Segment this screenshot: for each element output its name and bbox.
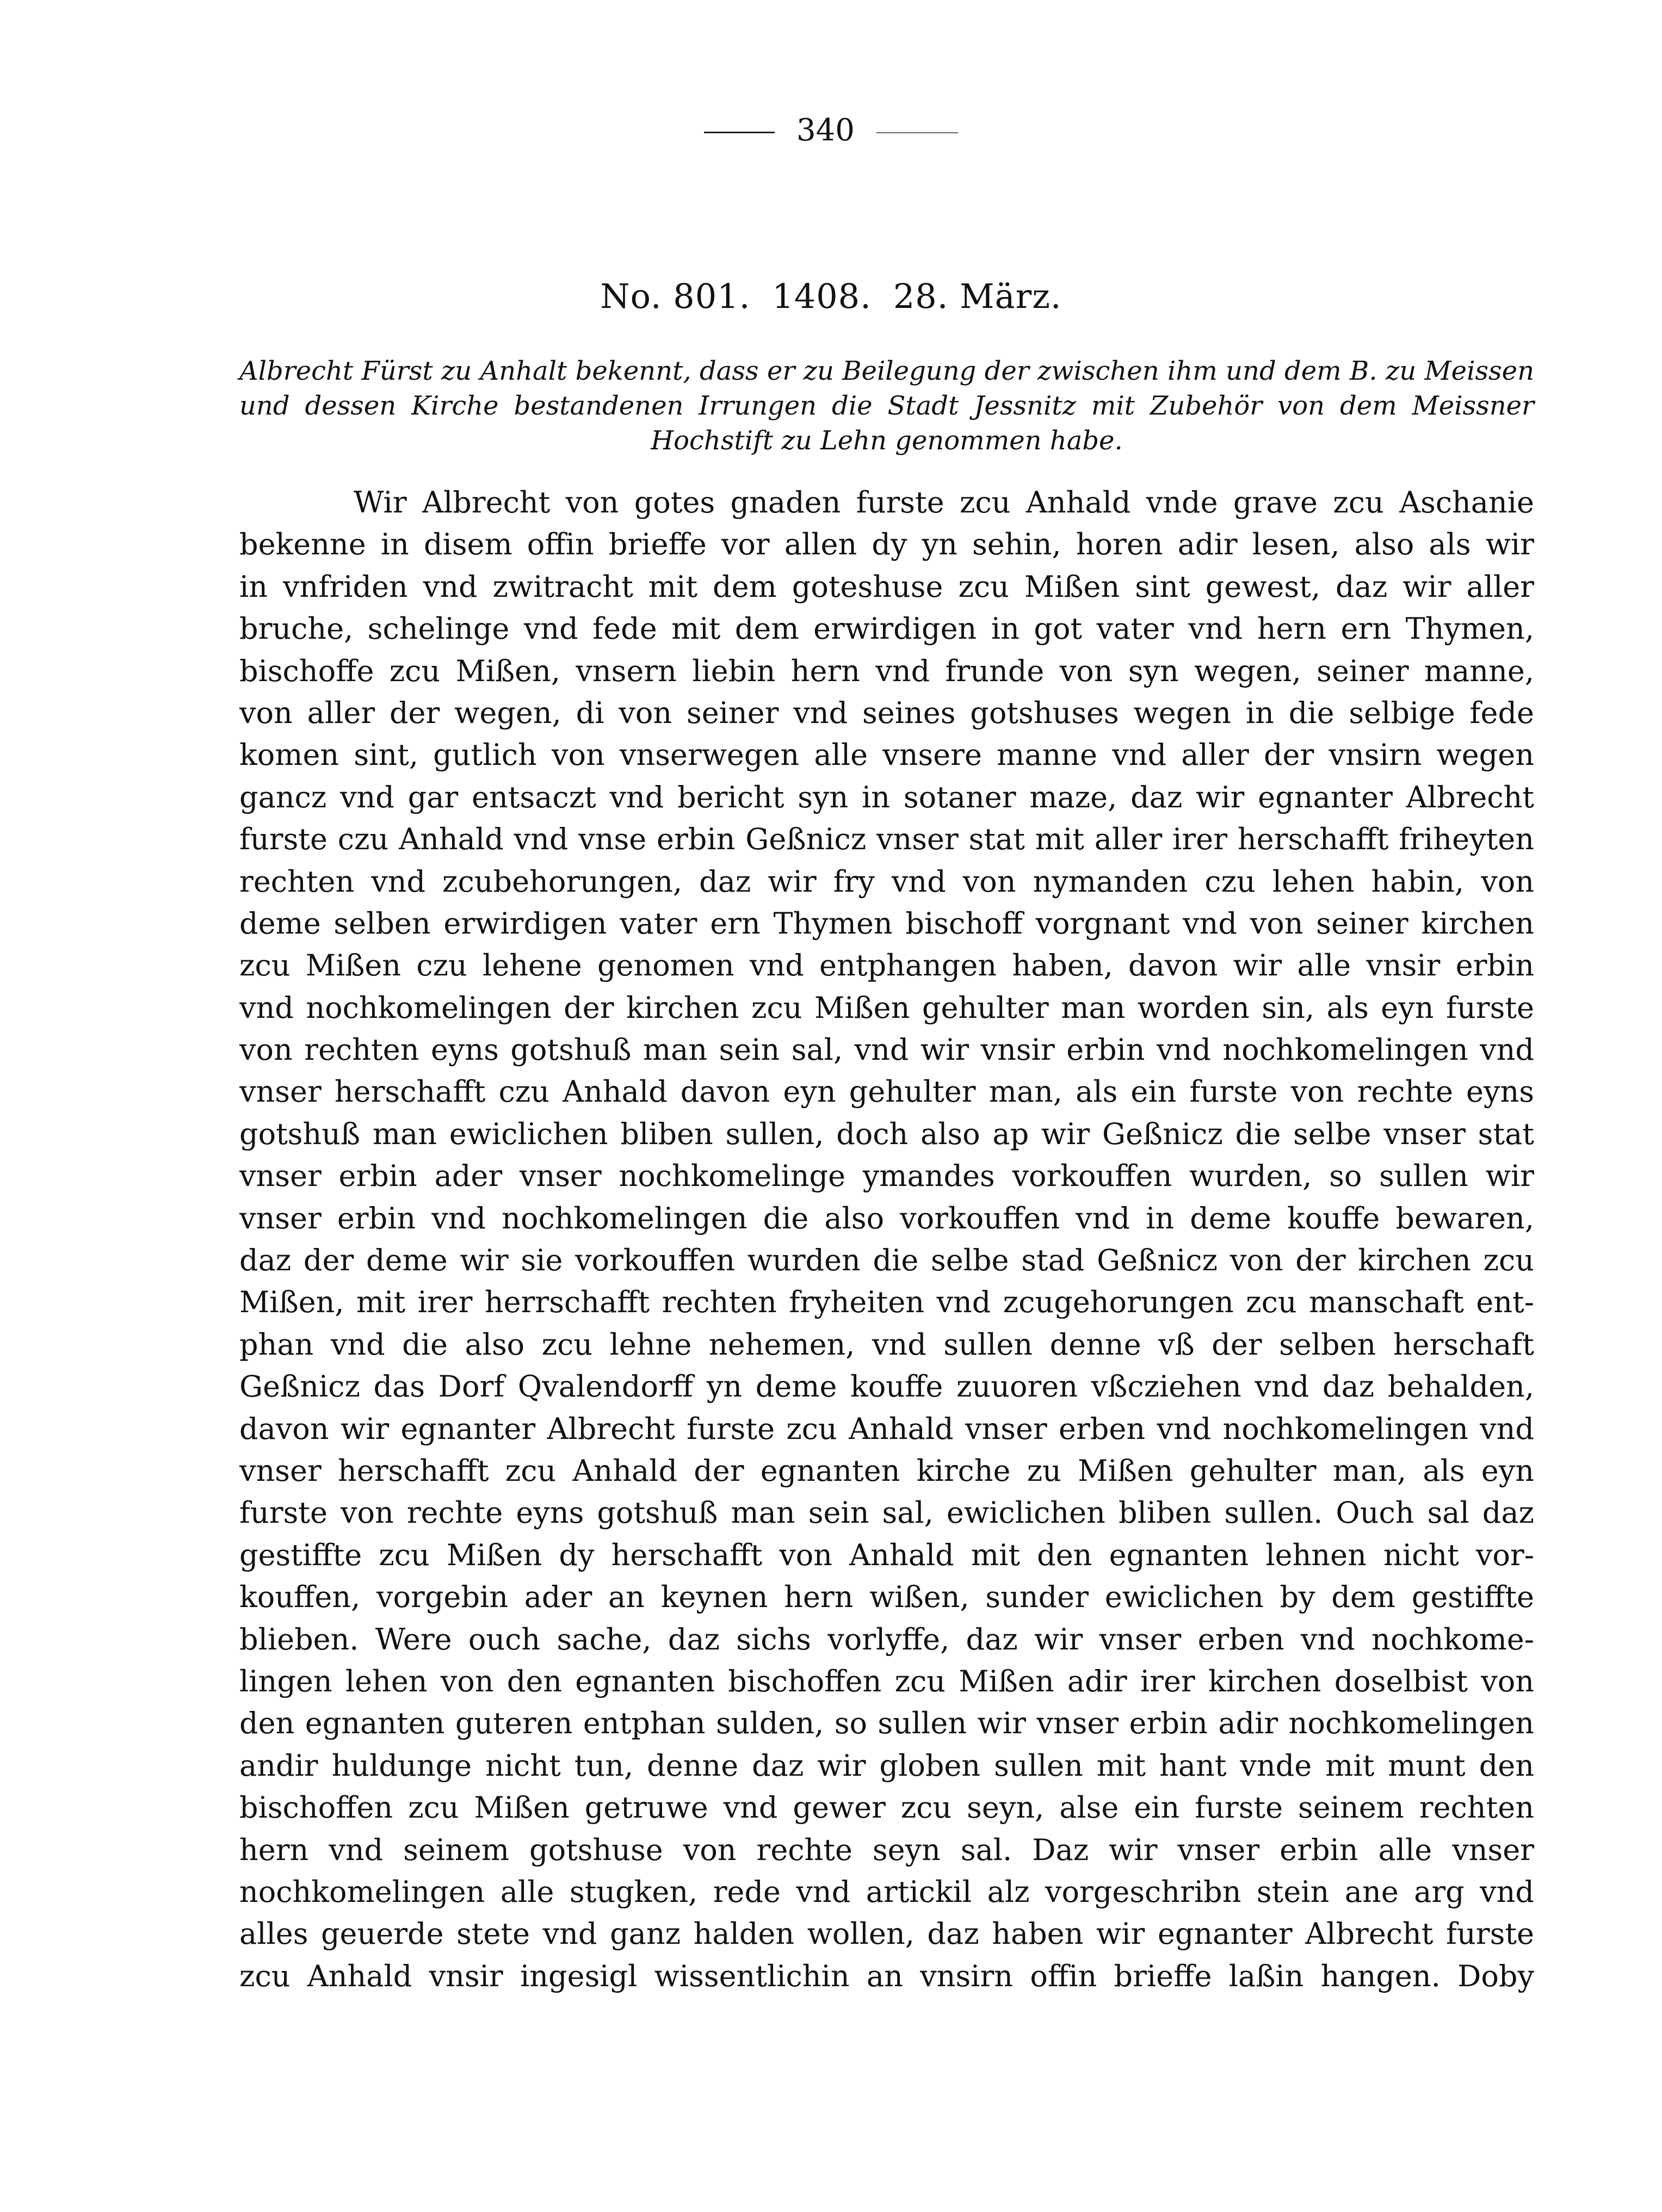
text-line: bekenne in disem offin brieffe vor allen dy yn sehin, horen adir lesen, also als wir: [239, 527, 1534, 562]
text-line: vnser herschafft czu Anhald davon eyn gehulter man, als ein furste von rechte eyns: [239, 1074, 1534, 1109]
header-rule-left: [704, 132, 775, 133]
text-line: daz der deme wir sie vorkouffen wurden die selbe stad Geßnicz von der kirchen zcu: [239, 1243, 1534, 1278]
text-line: bischoffen zcu Mißen getruwe vnd gewer zcu seyn, alse ein furste seinem rechten: [239, 1790, 1534, 1825]
text-line: alles geuerde stete vnd ganz halden wollen, daz haben wir egnanter Albrecht furste: [239, 1917, 1534, 1951]
text-line: lingen lehen von den egnanten bischoffen zcu Mißen adir irer kirchen doselbist von: [239, 1664, 1534, 1698]
page-number: 340: [796, 113, 855, 148]
text-line: vnd nochkomelingen der kirchen zcu Mißen gehulter man worden sin, als eyn furste: [239, 990, 1534, 1025]
text-line: vnser erbin vnd nochkomelingen die also vorkouffen vnd in deme kouffe bewaren,: [239, 1201, 1534, 1235]
text-line: Geßnicz das Dorf Qvalendorff yn deme kouffe zuuoren vßcziehen vnd daz behalden,: [239, 1369, 1534, 1404]
text-line: blieben. Were ouch sache, daz sichs vorlyffe, daz wir vnser erben vnd nochkome-: [239, 1622, 1534, 1657]
text-line: Mißen, mit irer herrschafft rechten fryheiten vnd zcugehorungen zcu manschaft ent-: [239, 1285, 1534, 1320]
text-line: nochkomelingen alle stugken, rede vnd artickil alz vorgeschribn stein ane arg vnd: [239, 1874, 1534, 1909]
charter-text: [239, 481, 1534, 1997]
text-line: gestiffte zcu Mißen dy herschafft von Anhald mit den egnanten lehnen nicht vor-: [239, 1537, 1534, 1572]
text-line: Wir Albrecht von gotes gnaden furste zcu Anhald vnde grave zcu Aschanie: [354, 485, 1534, 520]
text-line: furste czu Anhald vnd vnse erbin Geßnicz vnser stat mit aller irer herschafft friheyten: [239, 822, 1534, 857]
text-line: zcu Mißen czu lehene genomen vnd entphangen haben, davon wir alle vnsir erbin: [239, 948, 1534, 983]
document-heading: [0, 275, 1662, 318]
text-line: phan vnd die also zcu lehne nehemen, vnd sullen denne vß der selben herschaft: [239, 1327, 1534, 1362]
text-line: vnser erbin ader vnser nochkomelinge ymandes vorkouffen wurden, so sullen wir: [239, 1159, 1534, 1194]
text-line: hern vnd seinem gotshuse von rechte seyn sal. Daz wir vnser erbin alle vnser: [239, 1832, 1534, 1867]
text-line: von aller der wegen, di von seiner vnd seines gotshuses wegen in die selbige fede: [239, 695, 1534, 730]
text-line: kouffen, vorgebin ader an keynen hern wißen, sunder ewiclichen by dem gestiffte: [239, 1580, 1534, 1615]
text-line: zcu Anhald vnsir ingesigl wissentlichin an vnsirn offin brieffe laßin hangen. Doby: [239, 1958, 1534, 1993]
text-line: gotshuß man ewiclichen bliben sullen, doch also ap wir Geßnicz die selbe vnser stat: [239, 1116, 1534, 1151]
text-line: andir huldunge nicht tun, denne daz wir globen sullen mit hant vnde mit munt den: [239, 1748, 1534, 1783]
text-line: den egnanten guteren entphan sulden, so sullen wir vnser erbin adir nochkomelingen: [239, 1706, 1534, 1741]
document-date: 28. März.: [893, 276, 1062, 316]
text-line: bischoffe zcu Mißen, vnsern liebin hern vnd frunde von syn wegen, seiner manne,: [239, 653, 1534, 688]
regest-summary: Albrecht Fürst zu Anhalt bekennt, dass er zu Beilegung der zwischen ihm und dem B. zu Meissen und dessen Kirche bestandenen Irrungen die Stadt Jessnitz mit Zubehör von dem Meissner Hochstift zu Lehn genommen habe.: [239, 356, 1534, 456]
text-line: komen sint, gutlich von vnserwegen alle vnsere manne vnd aller der vnsirn wegen: [239, 738, 1534, 773]
text-line: davon wir egnanter Albrecht furste zcu Anhald vnser erben vnd nochkomelingen vnd: [239, 1411, 1534, 1446]
text-line: von rechten eyns gotshuß man sein sal, vnd wir vnsir erbin vnd nochkomelingen vnd: [239, 1033, 1534, 1067]
document-number: No. 801.: [600, 276, 751, 316]
text-line: deme selben erwirdigen vater ern Thymen bischoff vorgnant vnd von seiner kirchen: [239, 906, 1534, 941]
page-header: [0, 112, 1662, 150]
header-rule-right: [876, 132, 958, 133]
text-line: furste von rechte eyns gotshuß man sein sal, ewiclichen bliben sullen. Ouch sal daz: [239, 1496, 1534, 1530]
document-year: 1408.: [772, 276, 872, 316]
text-line: in vnfriden vnd zwitracht mit dem goteshuse zcu Mißen sint gewest, daz wir aller: [239, 569, 1534, 604]
text-line: vnser herschafft zcu Anhald der egnanten kirche zu Mißen gehulter man, als eyn: [239, 1453, 1534, 1488]
text-line: gancz vnd gar entsaczt vnd bericht syn in sotaner maze, daz wir egnanter Albrecht: [239, 780, 1534, 814]
text-line: rechten vnd zcubehorungen, daz wir fry vnd von nymanden czu lehen habin, von: [239, 864, 1534, 899]
text-line: bruche, schelinge vnd fede mit dem erwirdigen in got vater vnd hern ern Thymen,: [239, 611, 1534, 646]
